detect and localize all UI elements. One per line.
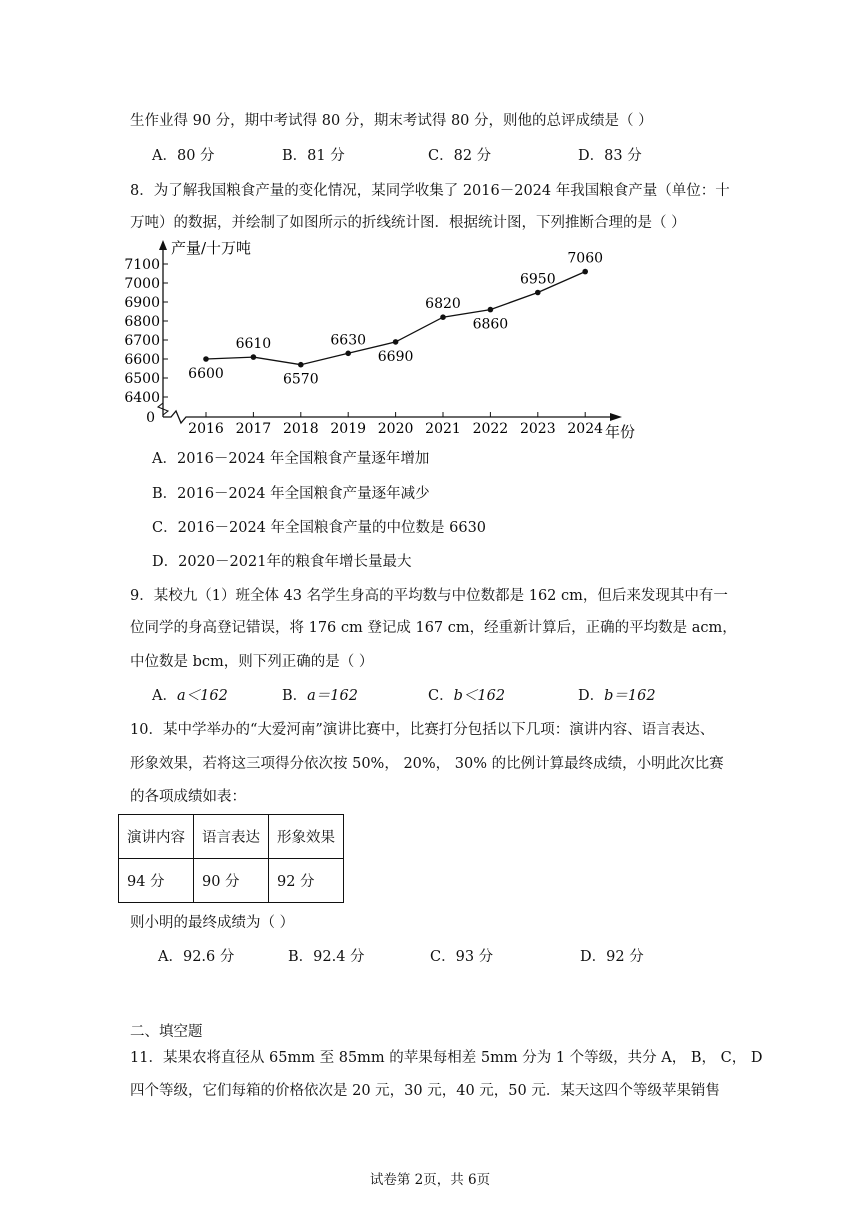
y-tick-label: 6900 <box>124 295 160 311</box>
data-point <box>345 351 351 357</box>
x-axis-arrow <box>610 413 622 421</box>
q10-line-2: 形象效果，若将这三项得分依次按 50%， 20%， 30% 的比例计算最终成绩，小明此次比赛 <box>130 756 724 772</box>
x-tick-label: 2017 <box>235 421 272 437</box>
score-table <box>118 814 344 903</box>
q9-option-c: C．b＜162 <box>428 688 506 704</box>
q7-text: 生作业得 90 分，期中考试得 80 分，期末考试得 80 分，则他的总评成绩是（ ） <box>130 113 653 129</box>
data-label: 6690 <box>377 348 414 365</box>
data-point <box>298 362 304 368</box>
table-cell: 94 分 <box>119 859 194 903</box>
y-origin-label: 0 <box>146 410 155 426</box>
table-cell: 92 分 <box>269 859 344 903</box>
x-tick-label: 2019 <box>330 421 367 437</box>
page-footer: 试卷第 2页，共 6页 <box>369 1172 491 1188</box>
q9-line-2: 位同学的身高登记错误，将 176 cm 登记成 167 cm，经重新计算后，正确的平均数是 acm， <box>130 620 737 636</box>
q10-line-1: 10．某中学举办的“大爱河南”演讲比赛中，比赛打分包括以下几项：演讲内容、语言表达、 <box>130 722 715 738</box>
q9-option-b: B．a＝162 <box>282 688 358 704</box>
y-axis-arrow <box>159 240 167 250</box>
section-title: 二、填空题 <box>130 1024 203 1040</box>
x-tick-label: 2022 <box>472 421 509 437</box>
y-tick-label: 6800 <box>124 314 160 330</box>
y-tick-label: 6600 <box>124 352 160 368</box>
q11-line-2: 四个等级，它们每箱的价格依次是 20 元，30 元，40 元，50 元．某天这四个等级苹果销售 <box>130 1083 720 1099</box>
chart-data-labels <box>188 251 603 388</box>
q8-option-d: D．2020－2021年的粮食年增长量最大 <box>152 554 412 570</box>
table-header-cell: 语言表达 <box>194 815 269 859</box>
q10-option-a: A．92.6 分 <box>158 949 235 965</box>
q7-option-d: D．83 分 <box>578 148 642 164</box>
y-tick-label: 7000 <box>124 276 160 292</box>
data-point <box>582 269 588 275</box>
table-header-row <box>119 815 344 859</box>
x-tick-label: 2023 <box>519 421 556 437</box>
data-label: 7060 <box>567 250 604 267</box>
y-axis-title: 产量/十万吨 <box>171 240 252 257</box>
data-point <box>251 354 257 360</box>
q10-option-d: D．92 分 <box>580 949 644 965</box>
q9-options <box>152 686 752 706</box>
table-row <box>119 859 344 903</box>
q8-line-2: 万吨）的数据，并绘制了如图所示的折线统计图．根据统计图，下列推断合理的是（ ） <box>130 215 686 231</box>
data-label: 6820 <box>425 296 461 313</box>
q9-option-d: D．b＝162 <box>578 688 656 704</box>
table-header-cell: 演讲内容 <box>119 815 194 859</box>
q9-option-a: A．a＜162 <box>152 688 228 704</box>
y-tick-label: 6700 <box>124 333 160 349</box>
q10-options <box>158 947 758 967</box>
q8-option-c: C．2016－2024 年全国粮食产量的中位数是 6630 <box>152 520 487 536</box>
x-tick-label: 2020 <box>377 421 414 437</box>
data-label: 6860 <box>472 316 509 333</box>
table-cell: 90 分 <box>194 859 269 903</box>
data-label: 6630 <box>330 332 367 349</box>
q7-option-b: B．81 分 <box>282 148 345 164</box>
data-point <box>488 307 494 313</box>
q8-option-a: A．2016－2024 年全国粮食产量逐年增加 <box>152 451 430 467</box>
data-label: 6610 <box>235 336 272 353</box>
q7-option-a: A．80 分 <box>152 148 215 164</box>
q9-line-1: 9．某校九（1）班全体 43 名学生身高的平均数与中位数都是 162 cm，但后来发现其中有一 <box>130 588 728 604</box>
y-tick-label: 6400 <box>124 390 160 406</box>
x-tick-label: 2016 <box>188 421 224 437</box>
table-header-cell: 形象效果 <box>269 815 344 859</box>
q8-line-1: 8．为了解我国粮食产量的变化情况，某同学收集了 2016－2024 年我国粮食产量（单位：十 <box>130 183 730 199</box>
q10-option-c: C．93 分 <box>430 949 494 965</box>
data-point <box>393 339 399 345</box>
data-point <box>440 314 446 320</box>
x-tick-label: 2018 <box>282 421 319 437</box>
line-chart <box>0 240 860 440</box>
x-tick-label: 2021 <box>425 421 461 437</box>
q9-line-3: 中位数是 bcm，则下列正确的是（ ） <box>130 654 374 670</box>
q10-line-3: 的各项成绩如表： <box>130 789 246 805</box>
data-point <box>203 356 209 362</box>
x-axis-title: 年份 <box>605 423 636 440</box>
q10-question: 则小明的最终成绩为（ ） <box>130 915 295 931</box>
q10-option-b: B．92.4 分 <box>288 949 365 965</box>
data-point <box>535 290 541 296</box>
x-tick-label: 2024 <box>567 421 604 437</box>
data-label: 6950 <box>519 271 556 288</box>
q8-option-b: B．2016－2024 年全国粮食产量逐年减少 <box>152 486 430 502</box>
data-label: 6600 <box>188 366 224 382</box>
q11-line-1: 11．某果农将直径从 65mm 至 85mm 的苹果每相差 5mm 分为 1 个等级，共分 A， B， C， D <box>130 1050 763 1066</box>
q7-option-c: C．82 分 <box>428 148 492 164</box>
y-tick-label: 7100 <box>124 257 160 273</box>
data-label: 6570 <box>282 371 319 388</box>
y-tick-label: 6500 <box>124 371 160 387</box>
q7-options <box>152 146 752 166</box>
